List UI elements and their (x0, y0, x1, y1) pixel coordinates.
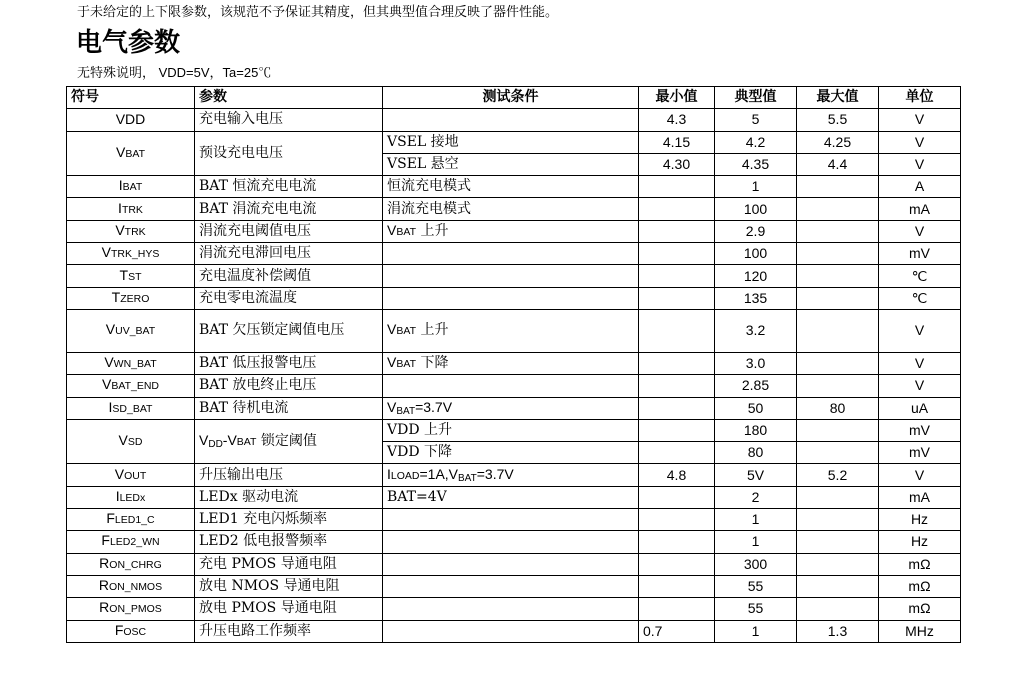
typ-cell: 4.2 (715, 131, 797, 153)
unit-cell: V (879, 375, 961, 397)
condition-cell (383, 265, 639, 287)
table-row (67, 620, 961, 642)
symbol-cell: RON_NMOS (67, 575, 195, 597)
condition-cell (383, 553, 639, 575)
parameter-cell: 放电 NMOS 导通电阻 (195, 575, 383, 597)
unit-cell: Hz (879, 531, 961, 553)
unit-cell: mΩ (879, 553, 961, 575)
typ-cell: 5V (715, 464, 797, 486)
electrical-parameters-table (66, 86, 961, 643)
table-row (67, 309, 961, 352)
header-test-condition: 测试条件 (383, 87, 639, 109)
symbol-cell: FLED2_WN (67, 531, 195, 553)
table-header-row (67, 87, 961, 109)
table-row (67, 176, 961, 198)
min-cell: 0.7 (639, 620, 715, 642)
parameter-cell: 放电 PMOS 导通电阻 (195, 598, 383, 620)
max-cell (797, 243, 879, 265)
max-cell: 5.2 (797, 464, 879, 486)
typ-cell: 1 (715, 176, 797, 198)
condition-cell: VBAT 下降 (383, 352, 639, 374)
max-cell: 4.4 (797, 153, 879, 175)
table-row (67, 220, 961, 242)
min-cell (639, 352, 715, 374)
max-cell (797, 220, 879, 242)
symbol-cell: VOUT (67, 464, 195, 486)
condition-cell: $ILOAD=1A,V_{BAT}=3.7V$ (383, 464, 639, 486)
typ-cell: 80 (715, 442, 797, 464)
typ-cell: 2.9 (715, 220, 797, 242)
typ-cell: 5 (715, 109, 797, 131)
typ-cell: 2.85 (715, 375, 797, 397)
table-row (67, 287, 961, 309)
unit-cell: ℃ (879, 287, 961, 309)
condition-cell: 涓流充电模式 (383, 198, 639, 220)
header-max: 最大值 (797, 87, 879, 109)
min-cell (639, 598, 715, 620)
unit-cell: mV (879, 442, 961, 464)
max-cell (797, 309, 879, 352)
typ-cell: 100 (715, 243, 797, 265)
condition-cell: VDD 上升 (383, 419, 639, 441)
symbol-cell: VBAT (67, 131, 195, 176)
max-cell (797, 486, 879, 508)
typ-cell: 55 (715, 598, 797, 620)
max-cell (797, 531, 879, 553)
typ-cell: 135 (715, 287, 797, 309)
symbol-cell: VBAT_END (67, 375, 195, 397)
max-cell (797, 575, 879, 597)
table-row (67, 531, 961, 553)
unit-cell: mA (879, 198, 961, 220)
unit-cell: mA (879, 486, 961, 508)
header-symbol: 符号 (67, 87, 195, 109)
condition-cell: VBAT 上升 (383, 309, 639, 352)
unit-cell: V (879, 109, 961, 131)
typ-cell: 1 (715, 509, 797, 531)
table-row (67, 375, 961, 397)
min-cell (639, 419, 715, 441)
typ-cell: 120 (715, 265, 797, 287)
parameter-cell: 充电输入电压 (195, 109, 383, 131)
max-cell (797, 287, 879, 309)
header-parameter: 参数 (195, 87, 383, 109)
parameter-cell: BAT 恒流充电电流 (195, 176, 383, 198)
condition-cell: VSEL 接地 (383, 131, 639, 153)
symbol-cell: VSD (67, 419, 195, 464)
symbol-cell: RON_CHRG (67, 553, 195, 575)
max-cell: 4.25 (797, 131, 879, 153)
symbol-cell: ILEDx (67, 486, 195, 508)
max-cell: 5.5 (797, 109, 879, 131)
typ-cell: 55 (715, 575, 797, 597)
condition-cell (383, 620, 639, 642)
max-cell (797, 198, 879, 220)
section-title: 电气参数 (76, 28, 181, 58)
min-cell: 4.3 (639, 109, 715, 131)
symbol-cell: FLED1_C (67, 509, 195, 531)
min-cell (639, 553, 715, 575)
typ-cell: 100 (715, 198, 797, 220)
typ-cell: 4.35 (715, 153, 797, 175)
condition-cell: BAT=4V (383, 486, 639, 508)
symbol-cell: VTRK (67, 220, 195, 242)
min-cell (639, 309, 715, 352)
table-row (67, 265, 961, 287)
min-cell (639, 375, 715, 397)
unit-cell: V (879, 153, 961, 175)
max-cell (797, 375, 879, 397)
max-cell (797, 442, 879, 464)
min-cell (639, 397, 715, 419)
table-row (67, 198, 961, 220)
parameter-cell: BAT 低压报警电压 (195, 352, 383, 374)
unit-cell: ℃ (879, 265, 961, 287)
parameter-cell: 充电 PMOS 导通电阻 (195, 553, 383, 575)
typ-cell: 3.0 (715, 352, 797, 374)
table-row (67, 575, 961, 597)
typ-cell: 1 (715, 620, 797, 642)
parameter-cell: BAT 欠压锁定阈值电压 (195, 309, 383, 352)
min-cell: 4.8 (639, 464, 715, 486)
parameter-cell: 充电零电流温度 (195, 287, 383, 309)
unit-cell: mV (879, 419, 961, 441)
condition-cell: VSEL 悬空 (383, 153, 639, 175)
condition-cell (383, 287, 639, 309)
max-cell: 1.3 (797, 620, 879, 642)
header-min: 最小值 (639, 87, 715, 109)
condition-cell (383, 375, 639, 397)
max-cell (797, 176, 879, 198)
unit-cell: mΩ (879, 598, 961, 620)
table-row (67, 131, 961, 153)
min-cell: 4.15 (639, 131, 715, 153)
parameter-cell: 升压电路工作频率 (195, 620, 383, 642)
min-cell (639, 486, 715, 508)
parameter-cell: 预设充电电压 (195, 131, 383, 176)
parameter-cell: LED1 充电闪烁频率 (195, 509, 383, 531)
unit-cell: uA (879, 397, 961, 419)
table-row (67, 598, 961, 620)
min-cell (639, 265, 715, 287)
parameter-cell: $V_{DD}$-VBAT 锁定阈值 (195, 419, 383, 464)
symbol-cell: TZERO (67, 287, 195, 309)
min-cell (639, 509, 715, 531)
max-cell (797, 509, 879, 531)
max-cell (797, 553, 879, 575)
symbol-cell: IBAT (67, 176, 195, 198)
unit-cell: V (879, 464, 961, 486)
unit-cell: V (879, 220, 961, 242)
intro-text: 于未给定的上下限参数，该规范不予保证其精度，但其典型值合理反映了器件性能。 (77, 5, 559, 20)
parameter-cell: 升压输出电压 (195, 464, 383, 486)
typ-cell: 50 (715, 397, 797, 419)
header-unit: 单位 (879, 87, 961, 109)
table-row (67, 486, 961, 508)
header-typ: 典型值 (715, 87, 797, 109)
symbol-cell: VTRK_HYS (67, 243, 195, 265)
unit-cell: V (879, 309, 961, 352)
symbol-cell: ISD_BAT (67, 397, 195, 419)
unit-cell: mV (879, 243, 961, 265)
max-cell (797, 419, 879, 441)
min-cell: 4.30 (639, 153, 715, 175)
table-row (67, 464, 961, 486)
parameter-cell: LEDx 驱动电流 (195, 486, 383, 508)
typ-cell: 300 (715, 553, 797, 575)
symbol-cell: VUV_BAT (67, 309, 195, 352)
symbol-cell: VDD (67, 109, 195, 131)
unit-cell: V (879, 131, 961, 153)
table-row (67, 397, 961, 419)
symbol-cell: TST (67, 265, 195, 287)
min-cell (639, 442, 715, 464)
condition-cell: $V_{BAT}=3.7V$ (383, 397, 639, 419)
parameter-cell: BAT 待机电流 (195, 397, 383, 419)
condition-cell: VBAT 上升 (383, 220, 639, 242)
condition-cell: VDD 下降 (383, 442, 639, 464)
symbol-cell: VWN_BAT (67, 352, 195, 374)
min-cell (639, 287, 715, 309)
max-cell (797, 598, 879, 620)
max-cell: 80 (797, 397, 879, 419)
parameter-cell: BAT 涓流充电电流 (195, 198, 383, 220)
table-row (67, 352, 961, 374)
condition-cell (383, 509, 639, 531)
symbol-cell: ITRK (67, 198, 195, 220)
typ-cell: 3.2 (715, 309, 797, 352)
condition-cell (383, 531, 639, 553)
max-cell (797, 265, 879, 287)
typ-cell: 2 (715, 486, 797, 508)
test-condition-note: 无特殊说明， VDD=5V，Ta=25℃ (77, 65, 272, 80)
parameter-cell: 涓流充电滞回电压 (195, 243, 383, 265)
condition-cell (383, 575, 639, 597)
unit-cell: mΩ (879, 575, 961, 597)
symbol-cell: FOSC (67, 620, 195, 642)
typ-cell: 180 (715, 419, 797, 441)
parameter-cell: BAT 放电终止电压 (195, 375, 383, 397)
table-row (67, 419, 961, 441)
table-row (67, 553, 961, 575)
unit-cell: V (879, 352, 961, 374)
condition-cell (383, 243, 639, 265)
min-cell (639, 531, 715, 553)
unit-cell: Hz (879, 509, 961, 531)
min-cell (639, 220, 715, 242)
table-row (67, 509, 961, 531)
max-cell (797, 352, 879, 374)
table-row (67, 243, 961, 265)
parameter-cell: 充电温度补偿阈值 (195, 265, 383, 287)
typ-cell: 1 (715, 531, 797, 553)
unit-cell: A (879, 176, 961, 198)
parameter-cell: LED2 低电报警频率 (195, 531, 383, 553)
unit-cell: MHz (879, 620, 961, 642)
min-cell (639, 176, 715, 198)
min-cell (639, 243, 715, 265)
condition-cell (383, 598, 639, 620)
condition-cell (383, 109, 639, 131)
symbol-cell: RON_PMOS (67, 598, 195, 620)
min-cell (639, 575, 715, 597)
condition-cell: 恒流充电模式 (383, 176, 639, 198)
parameter-cell: 涓流充电阈值电压 (195, 220, 383, 242)
min-cell (639, 198, 715, 220)
table-row (67, 109, 961, 131)
